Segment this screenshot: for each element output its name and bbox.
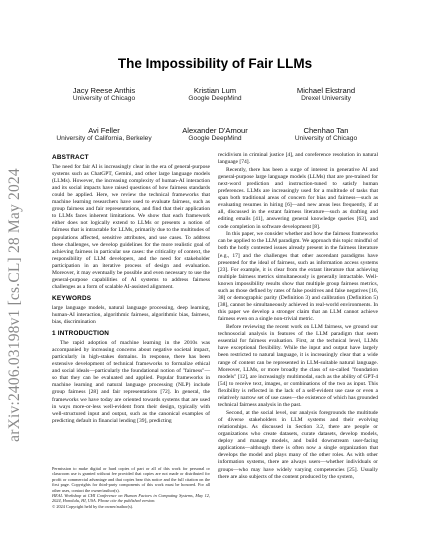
author-name: Alexander D'Amour	[182, 126, 248, 135]
introduction-paragraph: The rapid adoption of machine learning in the 2010s was accompanied by increasing concerns about negative societal impact, particularly in high-stakes domains. In response, there has been extensive development of technical frameworks to formalize ethical and social ideals—particularly the foundational notion of "fairness"—so that they can be evaluated and applied. Popular frameworks in machine learning and natural language processing (NLP) include group fairness [28] and fair representations [72]. In general, the frameworks we have today are oriented towards systems that are used in ways more-or-less well-evident from their design, typically with well-structured input and output, such as the canonical examples of predicting default in financial lending [39], predicting	[52, 339, 210, 424]
body-paragraph: recidivism in criminal justice [4], and coreference resolution in natural language [74].	[218, 152, 378, 166]
author-name: Avi Feller	[88, 126, 120, 135]
left-column	[52, 152, 210, 425]
author-affiliation: University of Chicago	[72, 95, 136, 102]
footnote-permission: Permission to make digital or hard copies of part or all of this work for personal or classroom use is granted without fee provided that copies are not made or distributed for profit or commercial advantage and that copies bear this notice and the full citation on the first page. Copyrights for third-party components of this work must be honored. For all other uses, contact the owner/author(s).	[52, 466, 210, 493]
abstract-heading: ABSTRACT	[52, 154, 89, 161]
author-name: Jacy Reese Anthis	[72, 86, 136, 95]
author-block	[44, 86, 164, 104]
author-block	[266, 126, 386, 144]
arxiv-identifier-stamp	[2, 100, 28, 510]
right-column	[218, 152, 378, 481]
author-block	[266, 86, 386, 104]
author-block	[44, 126, 164, 144]
keywords-heading: KEYWORDS	[52, 295, 92, 303]
author-name: Chenhao Tan	[303, 126, 349, 135]
body-paragraph: Second, at the social level, our analysis foregrounds the multitude of diverse stakeholders in LLM systems and their evolving relationships. As discussed in Section 3.2, there are people or organizations who create datasets, curate datasets, develop models, deploy and manage models, and build downstream user-facing applications—although there is often now a single organization that develops the model and plays many of the other roles. As with other information systems, there are always users—whether individuals or groups—who may have widely varying competencies [25]. Usually there are also subjects of the content produced by the system,	[218, 409, 378, 480]
arxiv-stamp-text: arXiv:2406.03198v1 [cs.CL] 28 May 2024	[6, 168, 23, 442]
body-paragraph: Before reviewing the recent work on LLM fairness, we ground our technosocial analysis in features of the LLM paradigm that seem essential for fairness evaluation. First, at the technical level, LLMs have exceptional flexibility. While the input and output have largely been restricted to natural language, it is increasingly clear that a wide range of content can be represented in LLM-suitable natural language. Moreover, LLMs, or more broadly the class of so-called "foundation models" [12], are increasingly multimodal, such as the ability of GPT-4 [54] to receive text, images, or combinations of the two as input. This flexibility is reflected in the lack of a self-evident use case or even a relatively narrow set of use cases—the existence of which has grounded technical fairness analysis in the past.	[218, 324, 378, 409]
footnote-block	[52, 466, 210, 509]
author-block	[155, 126, 275, 144]
footnote-copyright: © 2024 Copyright held by the owner/author(s).	[52, 503, 134, 509]
author-block	[155, 86, 275, 104]
author-name: Kristian Lum	[193, 86, 237, 95]
author-affiliation: Drexel University	[301, 95, 351, 102]
abstract-text: The need for fair AI is increasingly clear in the era of general-purpose systems such as ChatGPT, Gemini, and other large language models (LLMs). However, the increasing complexity of human-AI interaction and its social impacts have raised questions of how fairness standards could be applied. Here, we review the technical frameworks that machine learning researchers have used to evaluate fairness, such as group fairness and fair representations, and find that their application to LLMs faces inherent limitations. We show that each framework either does not logically extend to LLMs or presents a notion of fairness that is intractable for LLMs, primarily due to the multitudes of populations affected, sensitive attributes, and use cases. To address these challenges, we develop guidelines for the more realistic goal of achieving fairness in particular use cases: the criticality of context, the responsibility of LLM developers, and the need for stakeholder participation in an iterative process of design and evaluation. Moreover, it may eventually be possible and even necessary to use the general-purpose capabilities of AI systems to address fairness challenges as a form of scalable AI-assisted alignment.	[52, 163, 210, 291]
keywords-text: large language models, natural language processing, deep learning, human-AI interaction, algorithmic fairness, algorithmic bias, fairness, bias, discrimination	[52, 304, 210, 326]
author-name: Michael Ekstrand	[296, 86, 356, 95]
introduction-heading: 1 INTRODUCTION	[52, 330, 110, 338]
footnote-venue: HEAL Workshop at CHI Conference on Human Factors in Computing Systems, May 12, 2024, Honolulu, HI, USA. Please cite the published version.	[52, 493, 210, 504]
body-paragraph: Recently, there has been a surge of interest in generative AI and general-purpose large language models (LLMs) that are pre-trained for next-word prediction and instruction-tuned to satisfy human preferences. LLMs are increasingly used for a multitude of tasks that span both traditional areas of concern for bias and fairness—such as evaluating resumes in hiring [6]—and new areas less frequently, if at all, discussed in the extant fairness literature—such as drafting and editing emails [41], answering general knowledge queries [63], and code completion in software development [8].	[218, 166, 378, 230]
author-affiliation: University of California, Berkeley	[56, 135, 152, 142]
body-paragraph: In this paper, we consider whether and how the fairness frameworks can be applied to the LLM paradigm. We approach this topic mindful of both the hotly contested issues already present in the fairness literature [e.g., 17] and the challenges that other ascendant paradigms have presented for the ideal of fairness, such as information access systems [23]. For example, it is clear from the extant literature that achieving multiple fairness metrics simultaneously is generally intractable. Well-known impossibility results show that multiple group fairness metrics, such as those defined by rates of false positives and false negatives [16, 38] or demographic parity (Definition 3) and calibration (Definition 5) [38], cannot be simultaneously achieved in real-world environments. In this paper we develop a stronger claim that an LLM cannot achieve fairness even on a single non-trivial metric.	[218, 231, 378, 323]
author-affiliation: University of Chicago	[294, 135, 358, 142]
author-affiliation: Google DeepMind	[188, 135, 242, 142]
paper-title: The Impossibility of Fair LLMs	[117, 56, 313, 71]
author-affiliation: Google DeepMind	[188, 95, 242, 102]
